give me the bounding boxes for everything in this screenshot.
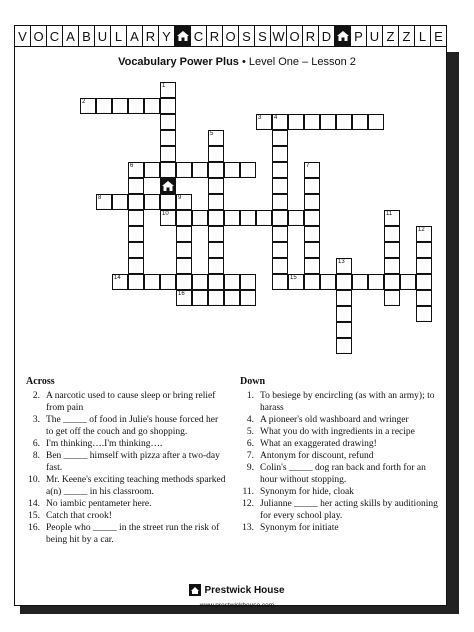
banner-letter: S xyxy=(255,26,271,46)
crossword-cell[interactable] xyxy=(416,258,432,274)
banner-letter: Z xyxy=(399,26,415,46)
clue-text: Antonym for discount, refund xyxy=(260,451,374,461)
crossword-cell[interactable] xyxy=(272,242,288,258)
crossword-cell[interactable] xyxy=(160,194,176,210)
clue-text: People who _____ in the street run the risk of being hit by a car. xyxy=(46,523,220,545)
clue-number: 13. xyxy=(242,523,254,533)
crossword-cell[interactable] xyxy=(272,146,288,162)
crossword-cell[interactable] xyxy=(224,290,240,306)
crossword-cell[interactable] xyxy=(128,178,144,194)
crossword-cell[interactable] xyxy=(160,274,176,290)
crossword-cell[interactable] xyxy=(416,306,432,322)
clue-text: To besiege by encircling (as with an army); to harass xyxy=(260,391,435,413)
down-clue xyxy=(240,498,445,522)
crossword-cell[interactable] xyxy=(224,274,240,290)
banner-letter: R xyxy=(303,26,319,46)
crossword-cell[interactable] xyxy=(336,114,352,130)
clue-number: 9 xyxy=(178,195,182,201)
banner-letter: O xyxy=(31,26,47,46)
puzzle-title-sub: • Level One – Lesson 2 xyxy=(238,56,356,68)
crossword-cell[interactable] xyxy=(368,114,384,130)
crossword-cell[interactable] xyxy=(384,226,400,242)
across-clue xyxy=(26,522,226,546)
clue-text: I'm thinking….I'm thinking…. xyxy=(46,439,163,449)
crossword-cell[interactable] xyxy=(208,210,224,226)
crossword-cell[interactable] xyxy=(176,210,192,226)
crossword-cell[interactable] xyxy=(160,162,176,178)
across-clue xyxy=(26,414,226,438)
clue-number: 6. xyxy=(32,439,40,449)
clue-text: A pioneer's old washboard and wringer xyxy=(260,415,409,425)
clue-text: Synonym for initiate xyxy=(260,523,339,533)
crossword-cell[interactable] xyxy=(128,98,144,114)
crossword-cell[interactable] xyxy=(384,290,400,306)
across-clue xyxy=(26,474,226,498)
crossword-cell[interactable] xyxy=(176,258,192,274)
crossword-cell[interactable] xyxy=(192,274,208,290)
clue-text: Catch that crook! xyxy=(46,511,112,521)
clue-number: 14. xyxy=(28,499,40,509)
down-heading: Down xyxy=(240,376,266,387)
across-clue xyxy=(26,450,226,474)
crossword-cell[interactable] xyxy=(192,210,208,226)
banner-letter: O xyxy=(223,26,239,46)
crossword-cell[interactable] xyxy=(320,114,336,130)
banner-letter: P xyxy=(351,26,367,46)
clue-number: 8. xyxy=(32,451,40,461)
clue-number: 10. xyxy=(28,475,40,485)
clue-text: Mr. Keene's exciting teaching methods sparked a(n) _____ in his classroom. xyxy=(46,475,226,497)
crossword-cell[interactable] xyxy=(128,194,144,210)
across-clue-list xyxy=(26,390,226,546)
banner-letter: D xyxy=(319,26,335,46)
crossword-cell[interactable] xyxy=(176,242,192,258)
clue-text: Colin's _____ dog ran back and forth for an hour without stopping. xyxy=(260,463,426,485)
clue-number: 11 xyxy=(386,211,393,217)
clue-text: The _____ of food in Julie's house forced her to get off the couch and go shopping. xyxy=(46,415,219,437)
crossword-cell[interactable] xyxy=(208,274,224,290)
crossword-cell[interactable] xyxy=(176,274,192,290)
clue-text: Julianne _____ her acting skills by auditioning for every school play. xyxy=(260,499,438,521)
crossword-cell[interactable] xyxy=(336,322,352,338)
banner-letter: E xyxy=(434,28,443,44)
crossword-cell[interactable] xyxy=(96,98,112,114)
clue-text: Synonym for hide, cloak xyxy=(260,487,354,497)
banner-letter: U xyxy=(95,26,111,46)
crossword-cell[interactable] xyxy=(240,210,256,226)
banner-letter: L xyxy=(415,26,431,46)
across-clues xyxy=(26,376,226,546)
crossword-cell[interactable] xyxy=(208,242,224,258)
crossword-cell[interactable] xyxy=(272,178,288,194)
crossword-cell[interactable] xyxy=(256,210,272,226)
crossword-cell[interactable] xyxy=(160,130,176,146)
clue-number: 5. xyxy=(246,427,254,437)
banner-letter: C xyxy=(191,26,207,46)
crossword-cell[interactable] xyxy=(160,98,176,114)
across-clue xyxy=(26,438,226,450)
clue-number: 4. xyxy=(246,415,254,425)
down-clue xyxy=(240,450,445,462)
clue-number: 4 xyxy=(274,115,278,121)
clue-number: 16 xyxy=(178,291,185,297)
clue-number: 12. xyxy=(242,499,254,509)
crossword-cell[interactable] xyxy=(304,242,320,258)
down-clue xyxy=(240,522,445,534)
prestwick-house-icon xyxy=(189,584,201,596)
clue-text: What an exaggerated drawing! xyxy=(260,439,377,449)
banner-letter: O xyxy=(287,26,303,46)
crossword-cell[interactable] xyxy=(176,226,192,242)
across-clue xyxy=(26,390,226,414)
clue-number: 3. xyxy=(32,415,40,425)
banner-letter: V xyxy=(15,26,31,46)
banner-letter: Z xyxy=(383,26,399,46)
crossword-cell[interactable] xyxy=(272,162,288,178)
crossword-cell[interactable] xyxy=(304,114,320,130)
crossword-cell[interactable] xyxy=(272,210,288,226)
clue-text: Ben _____ himself with pizza after a two-day fast. xyxy=(46,451,220,473)
clue-number: 15 xyxy=(290,275,297,281)
clue-number: 6. xyxy=(246,439,254,449)
down-clue xyxy=(240,390,445,414)
crossword-cell[interactable] xyxy=(144,274,160,290)
crossword-cell[interactable] xyxy=(208,226,224,242)
crossword-cell[interactable] xyxy=(112,194,128,210)
crossword-cell[interactable] xyxy=(336,338,352,354)
banner-letter: Y xyxy=(159,26,175,46)
banner-letter: A xyxy=(127,26,143,46)
down-clue-list xyxy=(240,390,445,534)
crossword-cell[interactable] xyxy=(368,274,384,290)
crossword-cell[interactable] xyxy=(400,274,416,290)
clue-number: 1 xyxy=(162,83,166,89)
crossword-cell[interactable] xyxy=(112,98,128,114)
brand-logo[interactable] xyxy=(189,584,284,596)
crossword-cell[interactable] xyxy=(272,194,288,210)
crossword-cell[interactable] xyxy=(160,114,176,130)
crossword-cell[interactable] xyxy=(144,98,160,114)
brand-name: Prestwick House xyxy=(204,584,285,596)
crossword-cell[interactable] xyxy=(336,274,352,290)
crossword-cell[interactable] xyxy=(272,130,288,146)
crossword-cell[interactable] xyxy=(208,162,224,178)
crossword-cell[interactable] xyxy=(160,146,176,162)
clue-number: 7 xyxy=(306,163,310,169)
clue-number: 6 xyxy=(130,163,134,169)
crossword-cell[interactable] xyxy=(128,242,144,258)
crossword-cell[interactable] xyxy=(240,162,256,178)
clue-number: 9. xyxy=(246,463,254,473)
crossword-cell[interactable] xyxy=(176,162,192,178)
crossword-cell[interactable] xyxy=(384,258,400,274)
crossword-cell[interactable] xyxy=(144,162,160,178)
down-clue xyxy=(240,426,445,438)
crossword-cell[interactable] xyxy=(128,226,144,242)
crossword-cell[interactable] xyxy=(304,210,320,226)
crossword-cell[interactable] xyxy=(384,274,400,290)
crossword-cell[interactable] xyxy=(240,290,256,306)
crossword-cell[interactable] xyxy=(304,178,320,194)
crossword-cell[interactable] xyxy=(416,274,432,290)
crossword-cell[interactable] xyxy=(240,274,256,290)
clue-text: No iambic pentameter here. xyxy=(46,499,152,509)
banner-letter: S xyxy=(239,26,255,46)
clue-number: 11. xyxy=(242,487,254,497)
banner-letter: C xyxy=(47,26,63,46)
down-clue xyxy=(240,462,445,486)
crossword-cell[interactable] xyxy=(208,258,224,274)
crossword-cell[interactable] xyxy=(272,258,288,274)
crossword-cell[interactable] xyxy=(336,290,352,306)
clue-number: 3 xyxy=(258,115,262,121)
crossword-cell[interactable] xyxy=(304,194,320,210)
crossword-cell[interactable] xyxy=(304,258,320,274)
banner-letter: U xyxy=(367,26,383,46)
crossword-cell[interactable] xyxy=(288,210,304,226)
banner-letter: L xyxy=(111,26,127,46)
banner-letter: W xyxy=(271,26,287,46)
clue-number: 8 xyxy=(98,195,102,201)
crossword-cell[interactable] xyxy=(128,274,144,290)
crossword-cell[interactable] xyxy=(304,274,320,290)
crossword-cell[interactable] xyxy=(320,274,336,290)
crossword-cell[interactable] xyxy=(192,162,208,178)
clue-number: 15. xyxy=(28,511,40,521)
down-clues xyxy=(240,376,445,534)
brand-url[interactable]: www.prestwickhouse.com xyxy=(199,602,275,609)
clue-number: 2 xyxy=(82,99,86,105)
clue-number: 13 xyxy=(338,259,345,265)
crossword-cell[interactable] xyxy=(384,242,400,258)
clue-number: 12 xyxy=(418,227,425,233)
crossword-cell[interactable] xyxy=(192,290,208,306)
crossword-cell[interactable] xyxy=(352,274,368,290)
down-clue xyxy=(240,438,445,450)
across-heading: Across xyxy=(26,376,55,387)
puzzle-title-main: Vocabulary Power Plus xyxy=(118,56,239,68)
crossword-cell[interactable] xyxy=(272,274,288,290)
across-clue xyxy=(26,498,226,510)
crossword-cell[interactable] xyxy=(336,306,352,322)
down-clue xyxy=(240,414,445,426)
crossword-cell[interactable] xyxy=(272,226,288,242)
footer xyxy=(0,583,474,609)
clue-number: 2. xyxy=(32,391,40,401)
clue-number: 10 xyxy=(162,211,169,217)
clue-number: 5 xyxy=(210,131,214,137)
crossword-cell[interactable] xyxy=(352,114,368,130)
banner-letter: B xyxy=(79,26,95,46)
clue-number: 7. xyxy=(246,451,254,461)
crossword-cell[interactable] xyxy=(144,194,160,210)
crossword-cell[interactable] xyxy=(304,226,320,242)
clue-number: 14 xyxy=(114,275,121,281)
crossword-cell[interactable] xyxy=(208,194,224,210)
clue-text: A narcotic used to cause sleep or bring relief from pain xyxy=(46,391,216,413)
crossword-cell[interactable] xyxy=(208,290,224,306)
banner-letter: R xyxy=(143,26,159,46)
clue-text: What you do with ingredients in a recipe xyxy=(260,427,415,437)
crossword-cell[interactable] xyxy=(288,114,304,130)
crossword-cell[interactable] xyxy=(224,162,240,178)
house-icon xyxy=(160,178,176,194)
across-clue xyxy=(26,510,226,522)
crossword-cell[interactable] xyxy=(208,178,224,194)
crossword-cell[interactable] xyxy=(128,258,144,274)
crossword-cell[interactable] xyxy=(416,242,432,258)
clue-number: 1. xyxy=(246,391,254,401)
banner-letter: R xyxy=(207,26,223,46)
crossword-cell[interactable] xyxy=(208,146,224,162)
crossword-cell[interactable] xyxy=(224,210,240,226)
crossword-cell[interactable] xyxy=(128,210,144,226)
clue-number: 16. xyxy=(28,523,40,533)
down-clue xyxy=(240,486,445,498)
crossword-cell[interactable] xyxy=(416,290,432,306)
banner-letter: A xyxy=(63,26,79,46)
